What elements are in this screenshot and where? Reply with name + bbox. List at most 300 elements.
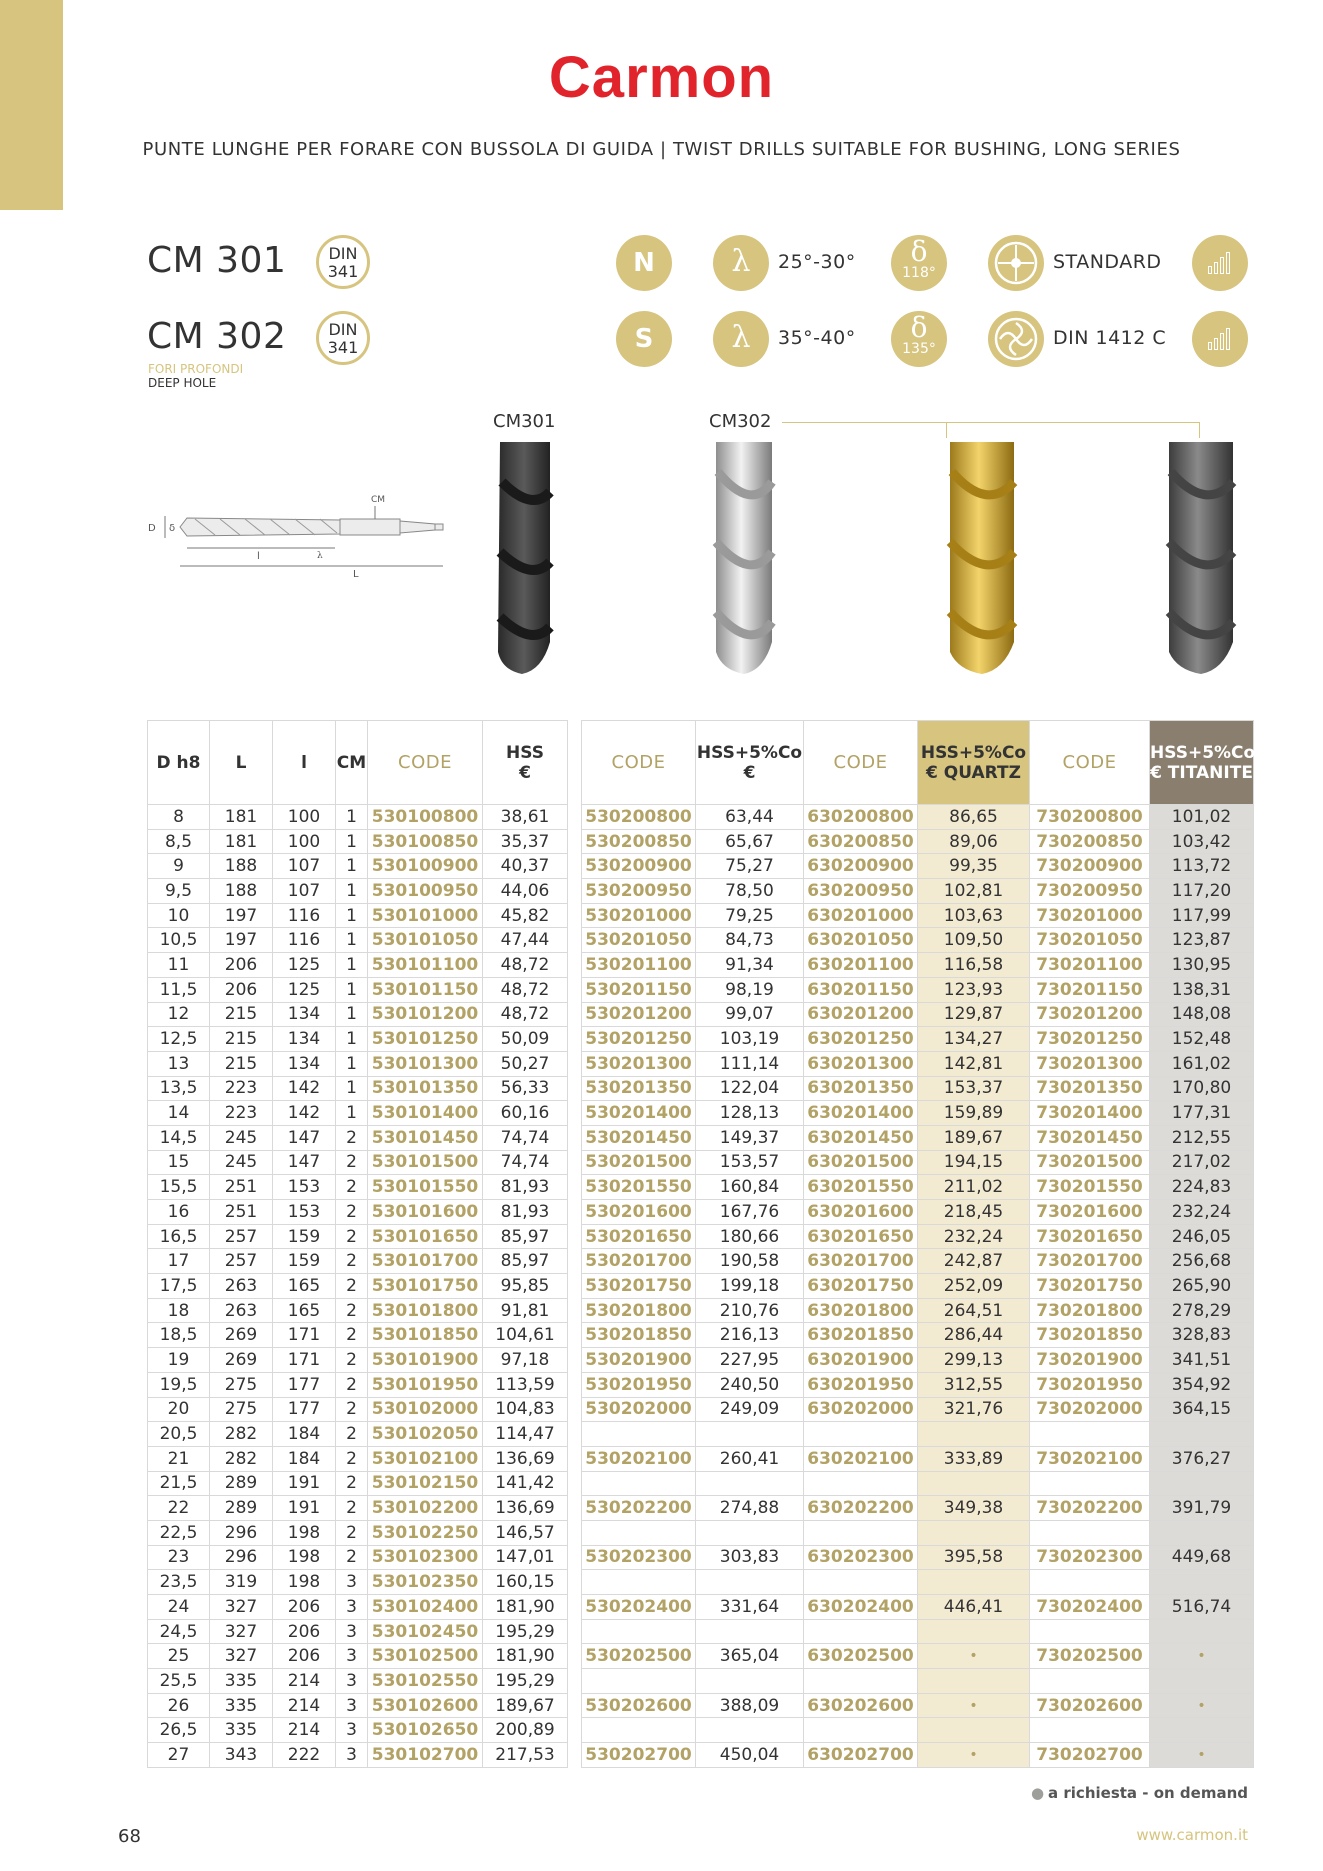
diameter-cell: 14 [148,1101,210,1126]
table-header-row [148,721,568,805]
bullet-icon: ● [1030,1784,1045,1802]
code-titanite-cell: 730202200 [1030,1496,1150,1521]
titanite-price-cell: 256,68 [1150,1249,1254,1274]
table-row [148,1545,568,1570]
titanite-price-cell: 123,87 [1150,928,1254,953]
price-cell: 81,93 [483,1200,568,1225]
table-row [148,1446,568,1471]
code-co-cell: 530200800 [582,805,696,830]
code-titanite-cell: 730200850 [1030,829,1150,854]
diameter-cell: 16 [148,1200,210,1225]
morse-taper-cell: 3 [336,1693,368,1718]
table-row [582,1545,1254,1570]
flute-length-cell: 134 [273,1027,336,1052]
quartz-price-cell: 333,89 [918,1446,1030,1471]
co-price-cell: 450,04 [696,1743,804,1768]
table-row [148,1644,568,1669]
drill-label-cm302: CM302 [709,411,772,432]
quartz-price-cell: 264,51 [918,1298,1030,1323]
code-co-cell: 530201550 [582,1175,696,1200]
co-price-cell: 249,09 [696,1397,804,1422]
col-header-code-quartz: CODE [804,721,918,805]
flute-length-cell: 165 [273,1274,336,1299]
quartz-price-cell: 218,45 [918,1200,1030,1225]
total-length-cell: 245 [210,1125,273,1150]
morse-taper-cell: 2 [336,1496,368,1521]
code-quartz-cell: 630201950 [804,1372,918,1397]
website-link[interactable]: www.carmon.it [1136,1826,1248,1844]
quartz-price-cell: 321,76 [918,1397,1030,1422]
diagram-l-small-label: l [257,551,260,562]
flute-length-cell: 125 [273,953,336,978]
code-quartz-cell [804,1520,918,1545]
price-cell: 50,27 [483,1051,568,1076]
price-cell: 160,15 [483,1570,568,1595]
flute-length-cell: 171 [273,1323,336,1348]
diameter-cell: 12,5 [148,1027,210,1052]
co-price-cell [696,1520,804,1545]
cobalt-price-table [581,720,1254,1768]
code-co-cell: 530201300 [582,1051,696,1076]
code-quartz-cell: 630201450 [804,1125,918,1150]
morse-taper-cell: 2 [336,1372,368,1397]
table-row [148,953,568,978]
table-row [148,1224,568,1249]
co-price-cell: 216,13 [696,1323,804,1348]
flute-length-cell: 184 [273,1446,336,1471]
table-row [582,1027,1254,1052]
price-cell: 136,69 [483,1496,568,1521]
co-price-cell [696,1422,804,1447]
code-titanite-cell: 730202300 [1030,1545,1150,1570]
diameter-cell: 19,5 [148,1372,210,1397]
code-cell: 530100850 [368,829,483,854]
code-cell: 530102300 [368,1545,483,1570]
diameter-cell: 24 [148,1595,210,1620]
co-price-cell: 79,25 [696,903,804,928]
price-cell: 48,72 [483,1002,568,1027]
total-length-cell: 181 [210,829,273,854]
price-cell: 146,57 [483,1520,568,1545]
drill-image-cm302-quartz [942,442,1022,682]
table-row [582,977,1254,1002]
code-cell: 530101050 [368,928,483,953]
titanite-price-cell: 117,20 [1150,879,1254,904]
co-price-cell: 78,50 [696,879,804,904]
code-titanite-cell: 730202600 [1030,1693,1150,1718]
cm302-bracket [782,422,1200,423]
code-titanite-cell [1030,1520,1150,1545]
table-row [148,1150,568,1175]
total-length-cell: 206 [210,977,273,1002]
total-length-cell: 282 [210,1446,273,1471]
titanite-price-cell: 232,24 [1150,1200,1254,1225]
col-header-code-titanite: CODE [1030,721,1150,805]
morse-taper-cell: 2 [336,1150,368,1175]
point-angle-value: 135° [902,341,936,357]
total-length-cell: 275 [210,1397,273,1422]
quartz-price-cell: 349,38 [918,1496,1030,1521]
titanite-price-cell: 224,83 [1150,1175,1254,1200]
flute-length-cell: 177 [273,1372,336,1397]
titanite-price-cell [1150,1422,1254,1447]
total-length-cell: 327 [210,1644,273,1669]
code-co-cell: 530201700 [582,1249,696,1274]
code-co-cell: 530202300 [582,1545,696,1570]
din-badge-cm301 [316,235,370,289]
co-price-cell: 240,50 [696,1372,804,1397]
euro-label: € [519,762,531,783]
col-header-quartz-price [918,721,1030,805]
code-cell: 530102550 [368,1669,483,1694]
code-quartz-cell: 630201150 [804,977,918,1002]
quartz-price-cell: 446,41 [918,1595,1030,1620]
diameter-cell: 27 [148,1743,210,1768]
titanite-price-cell: 217,02 [1150,1150,1254,1175]
diameter-cell: 8 [148,805,210,830]
code-quartz-cell: 630201350 [804,1076,918,1101]
code-quartz-cell: 630201000 [804,903,918,928]
flute-length-cell: 147 [273,1150,336,1175]
price-cell: 136,69 [483,1446,568,1471]
code-titanite-cell: 730201650 [1030,1224,1150,1249]
code-titanite-cell [1030,1669,1150,1694]
quartz-price-cell: 116,58 [918,953,1030,978]
table-row [582,829,1254,854]
titanite-price-cell [1150,1619,1254,1644]
code-titanite-cell: 730202700 [1030,1743,1150,1768]
diameter-cell: 13,5 [148,1076,210,1101]
table-row [148,1249,568,1274]
code-co-cell [582,1669,696,1694]
total-length-cell: 263 [210,1274,273,1299]
code-titanite-cell: 730201950 [1030,1372,1150,1397]
flute-length-cell: 214 [273,1718,336,1743]
code-cell: 530102350 [368,1570,483,1595]
code-titanite-cell: 730201100 [1030,953,1150,978]
titanite-price-cell: • [1150,1693,1254,1718]
quartz-price-cell: 252,09 [918,1274,1030,1299]
quartz-price-cell: 189,67 [918,1125,1030,1150]
table-row [582,854,1254,879]
quartz-price-cell [918,1718,1030,1743]
table-row [148,1397,568,1422]
flute-length-cell: 198 [273,1570,336,1595]
code-cell: 530102600 [368,1693,483,1718]
table-row [582,1101,1254,1126]
co-price-cell: 199,18 [696,1274,804,1299]
code-quartz-cell: 630201800 [804,1298,918,1323]
titanite-price-cell: 364,15 [1150,1397,1254,1422]
titanite-price-cell [1150,1471,1254,1496]
table-row [582,1076,1254,1101]
table-row [148,1274,568,1299]
titanite-price-cell: 152,48 [1150,1027,1254,1052]
code-titanite-cell: 730201200 [1030,1002,1150,1027]
total-length-cell: 215 [210,1002,273,1027]
point-type-cm302: DIN 1412 C [1053,327,1167,349]
table-row [582,1274,1254,1299]
table-row [148,1718,568,1743]
table-row [582,1249,1254,1274]
quartz-price-cell [918,1422,1030,1447]
code-co-cell: 530201850 [582,1323,696,1348]
titanite-price-cell: 161,02 [1150,1051,1254,1076]
code-titanite-cell: 730200900 [1030,854,1150,879]
code-cell: 530102700 [368,1743,483,1768]
code-titanite-cell: 730202400 [1030,1595,1150,1620]
code-co-cell: 530202000 [582,1397,696,1422]
co-price-cell: 303,83 [696,1545,804,1570]
code-co-cell: 530200900 [582,854,696,879]
code-co-cell: 530202100 [582,1446,696,1471]
code-co-cell: 530202400 [582,1595,696,1620]
table-row [148,1200,568,1225]
code-cell: 530101450 [368,1125,483,1150]
code-quartz-cell [804,1718,918,1743]
code-titanite-cell: 730201450 [1030,1125,1150,1150]
price-cell: 114,47 [483,1422,568,1447]
code-cell: 530101500 [368,1150,483,1175]
price-cell: 85,97 [483,1224,568,1249]
co-price-cell: 153,57 [696,1150,804,1175]
quartz-price-cell: 142,81 [918,1051,1030,1076]
quartz-price-cell: • [918,1644,1030,1669]
table-row [582,1520,1254,1545]
co-price-cell: 260,41 [696,1446,804,1471]
price-cell: 60,16 [483,1101,568,1126]
col-header-code-co: CODE [582,721,696,805]
code-co-cell: 530201200 [582,1002,696,1027]
table-row [148,1027,568,1052]
flute-length-cell: 198 [273,1520,336,1545]
code-quartz-cell: 630201550 [804,1175,918,1200]
flute-length-cell: 100 [273,829,336,854]
code-co-cell [582,1422,696,1447]
bracket-tick [1199,422,1200,438]
code-titanite-cell: 730201750 [1030,1274,1150,1299]
price-cell: 40,37 [483,854,568,879]
diameter-cell: 13 [148,1051,210,1076]
code-quartz-cell: 630200850 [804,829,918,854]
table-row [148,1076,568,1101]
morse-taper-cell: 1 [336,1051,368,1076]
code-cell: 530101900 [368,1348,483,1373]
table-row [148,1372,568,1397]
code-co-cell [582,1718,696,1743]
flute-length-cell: 116 [273,928,336,953]
titanite-price-cell: 101,02 [1150,805,1254,830]
titanite-price-cell [1150,1570,1254,1595]
code-quartz-cell: 630201900 [804,1348,918,1373]
table-row [148,879,568,904]
table-row [148,903,568,928]
morse-taper-cell: 2 [336,1545,368,1570]
on-demand-note [1031,1784,1248,1802]
titanite-price-cell [1150,1718,1254,1743]
code-co-cell: 530201900 [582,1348,696,1373]
code-cell: 530102450 [368,1619,483,1644]
code-co-cell: 530202600 [582,1693,696,1718]
hss-label: HSS [506,742,544,763]
helix-angle-cm301: 25°-30° [778,251,856,273]
table-row [582,1669,1254,1694]
morse-taper-cell: 1 [336,805,368,830]
total-length-cell: 188 [210,854,273,879]
titanite-price-cell [1150,1669,1254,1694]
titanite-price-cell: 265,90 [1150,1274,1254,1299]
total-length-cell: 215 [210,1051,273,1076]
morse-taper-cell: 2 [336,1471,368,1496]
morse-taper-cell: 1 [336,928,368,953]
code-titanite-cell [1030,1718,1150,1743]
product-name-cm301: CM 301 [147,240,287,281]
morse-taper-cell: 1 [336,1101,368,1126]
morse-taper-cell: 1 [336,977,368,1002]
din-badge-cm302 [316,311,370,365]
morse-taper-cell: 2 [336,1249,368,1274]
morse-taper-cell: 3 [336,1570,368,1595]
code-cell: 530101550 [368,1175,483,1200]
flute-length-cell: 191 [273,1471,336,1496]
code-co-cell: 530201050 [582,928,696,953]
code-cell: 530102150 [368,1471,483,1496]
code-titanite-cell: 730200950 [1030,879,1150,904]
total-length-cell: 257 [210,1249,273,1274]
table-row [148,1175,568,1200]
table-row [148,1051,568,1076]
code-quartz-cell: 630201250 [804,1027,918,1052]
morse-taper-cell: 3 [336,1619,368,1644]
code-quartz-cell: 630202600 [804,1693,918,1718]
col-header-titanite-price [1150,721,1254,805]
total-length-cell: 197 [210,928,273,953]
diameter-cell: 25,5 [148,1669,210,1694]
code-co-cell: 530202200 [582,1496,696,1521]
code-titanite-cell: 730201250 [1030,1027,1150,1052]
co-price-cell [696,1471,804,1496]
co-price-cell: 149,37 [696,1125,804,1150]
deep-hole-note [148,362,243,390]
flute-length-cell: 184 [273,1422,336,1447]
code-quartz-cell: 630201500 [804,1150,918,1175]
drill-image-cm302-titanite [1161,442,1241,682]
titanite-price-cell: 130,95 [1150,953,1254,978]
table-row [582,1570,1254,1595]
usage-bars-icon [1192,235,1248,291]
page-number: 68 [118,1826,141,1847]
titanite-price-cell: 212,55 [1150,1125,1254,1150]
total-length-cell: 215 [210,1027,273,1052]
co-price-cell: 180,66 [696,1224,804,1249]
quartz-price-cell [918,1471,1030,1496]
code-titanite-cell: 730201400 [1030,1101,1150,1126]
titanite-price-cell: 516,74 [1150,1595,1254,1620]
titanite-price-cell: 449,68 [1150,1545,1254,1570]
table-row [582,1743,1254,1768]
code-titanite-cell: 730202100 [1030,1446,1150,1471]
titanite-price-cell: 278,29 [1150,1298,1254,1323]
point-angle-icon [891,311,947,367]
morse-taper-cell: 2 [336,1520,368,1545]
code-quartz-cell: 630202000 [804,1397,918,1422]
diagram-l-large-label: L [353,569,359,580]
code-titanite-cell: 730201700 [1030,1249,1150,1274]
code-quartz-cell: 630200800 [804,805,918,830]
titanite-price-cell: 341,51 [1150,1348,1254,1373]
morse-taper-cell: 3 [336,1743,368,1768]
code-cell: 530101100 [368,953,483,978]
co-price-cell: 274,88 [696,1496,804,1521]
diagram-delta-label: δ [169,523,176,534]
din-number: 341 [327,338,359,357]
price-cell: 181,90 [483,1644,568,1669]
morse-taper-cell: 2 [336,1323,368,1348]
diameter-cell: 11 [148,953,210,978]
table-row [148,1471,568,1496]
euro-label: € [743,762,756,783]
flute-length-cell: 198 [273,1545,336,1570]
co-price-cell: 388,09 [696,1693,804,1718]
price-cell: 74,74 [483,1150,568,1175]
table-row [582,1298,1254,1323]
price-cell: 44,06 [483,879,568,904]
code-titanite-cell: 730201150 [1030,977,1150,1002]
code-quartz-cell: 630202200 [804,1496,918,1521]
usage-bars-icon [1192,311,1248,367]
co-price-cell: 75,27 [696,854,804,879]
quartz-price-cell: 109,50 [918,928,1030,953]
code-cell: 530101800 [368,1298,483,1323]
deep-hole-note-it: FORI PROFONDI [148,362,244,376]
code-titanite-cell [1030,1619,1150,1644]
code-co-cell: 530201750 [582,1274,696,1299]
co-price-cell [696,1718,804,1743]
bracket-tick [946,422,947,438]
titanite-price-cell: 148,08 [1150,1002,1254,1027]
din-number: 341 [327,262,359,281]
code-cell: 530101300 [368,1051,483,1076]
diameter-cell: 18 [148,1298,210,1323]
total-length-cell: 257 [210,1224,273,1249]
table-row [582,1422,1254,1447]
table-row [582,1175,1254,1200]
total-length-cell: 335 [210,1669,273,1694]
quartz-label: € QUARTZ [926,762,1021,783]
titanite-price-cell: • [1150,1743,1254,1768]
table-row [582,879,1254,904]
price-cell: 113,59 [483,1372,568,1397]
titanite-price-cell: • [1150,1644,1254,1669]
titanite-price-cell: 103,42 [1150,829,1254,854]
code-co-cell: 530201500 [582,1150,696,1175]
code-quartz-cell: 630201050 [804,928,918,953]
col-header-co-price [696,721,804,805]
morse-taper-cell: 1 [336,854,368,879]
quartz-price-cell: 99,35 [918,854,1030,879]
price-cell: 56,33 [483,1076,568,1101]
col-header-code: CODE [368,721,483,805]
co-price-cell: 160,84 [696,1175,804,1200]
flute-length-cell: 107 [273,854,336,879]
flute-length-cell: 116 [273,903,336,928]
code-co-cell: 530201600 [582,1200,696,1225]
titanite-price-cell: 138,31 [1150,977,1254,1002]
code-cell: 530102500 [368,1644,483,1669]
morse-taper-cell: 2 [336,1446,368,1471]
quartz-price-cell: 134,27 [918,1027,1030,1052]
diameter-cell: 26,5 [148,1718,210,1743]
